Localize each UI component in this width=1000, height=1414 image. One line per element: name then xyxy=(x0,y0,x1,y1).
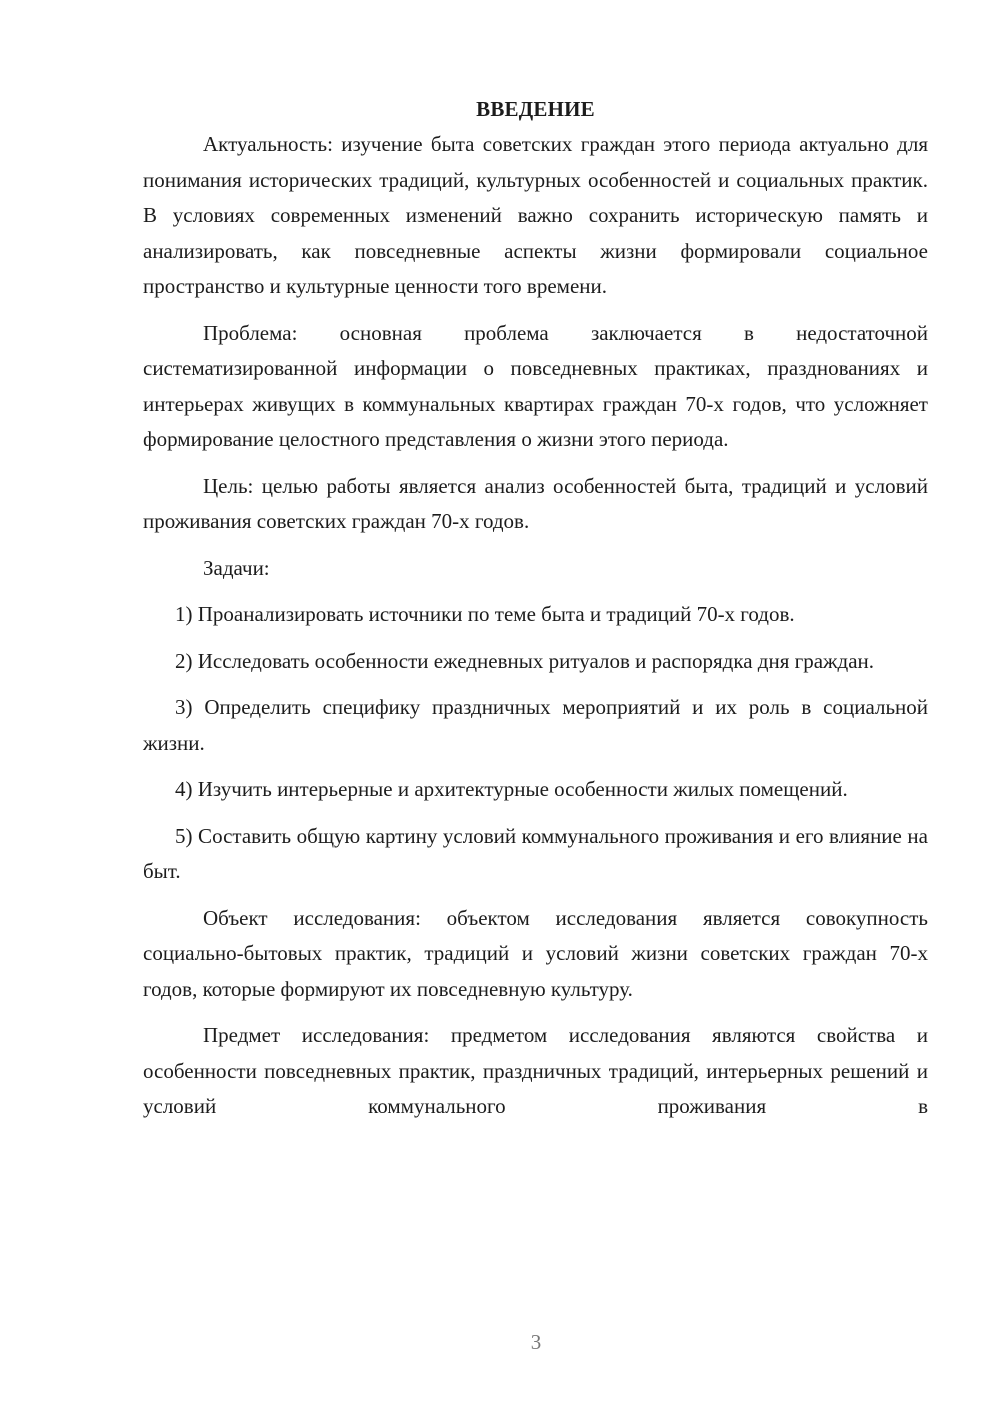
task-item-1: 1) Проанализировать источники по теме быта и традиций 70-х годов. xyxy=(175,602,795,626)
task-item-3: 3) Определить специфику праздничных мероприятий и их роль в социальной жизни. xyxy=(143,695,928,755)
subject-paragraph: Предмет исследования: предметом исследования являются свойства и особенности повседневных практик, праздничных традиций, интерьерных решений и условий коммунального проживания в xyxy=(143,1023,928,1118)
goal-paragraph: Цель: целью работы является анализ особенностей быта, традиций и условий проживания советских граждан 70-х годов. xyxy=(143,473,928,533)
section-title: ВВЕДЕНИЕ xyxy=(476,97,595,121)
tasks-heading: Задачи: xyxy=(203,555,270,580)
page-number: 3 xyxy=(530,1330,542,1354)
task-item-5: 5) Составить общую картину условий коммунального проживания и его влияние на быт. xyxy=(143,823,928,883)
task-item-2: 2) Исследовать особенности ежедневных ритуалов и распорядка дня граждан. xyxy=(175,648,875,673)
problem-paragraph: Проблема: основная проблема заключается в недостаточной систематизированной информации о повседневных практиках, празднованиях и интерьерах живущих в коммунальных квартирах граждан 70-х годов, что усложняет формирование целостного представления о жизни этого периода. xyxy=(143,320,928,451)
relevance-paragraph: Актуальность: изучение быта советских граждан этого периода актуально для понимания исторических традиций, культурных особенностей и социальных практик. В условиях современных изменений важно сохранить историческую память и анализировать, как повседневные аспекты жизни формировали социальное пространство и культурные ценности того времени. xyxy=(143,132,928,298)
task-item-4: 4) Изучить интерьерные и архитектурные особенности жилых помещений. xyxy=(175,777,848,801)
object-paragraph: Объект исследования: объектом исследования является совокупность социально-бытовых практик, традиций и условий жизни советских граждан 70-х годов, которые формируют их повседневную культуру. xyxy=(143,905,928,1001)
